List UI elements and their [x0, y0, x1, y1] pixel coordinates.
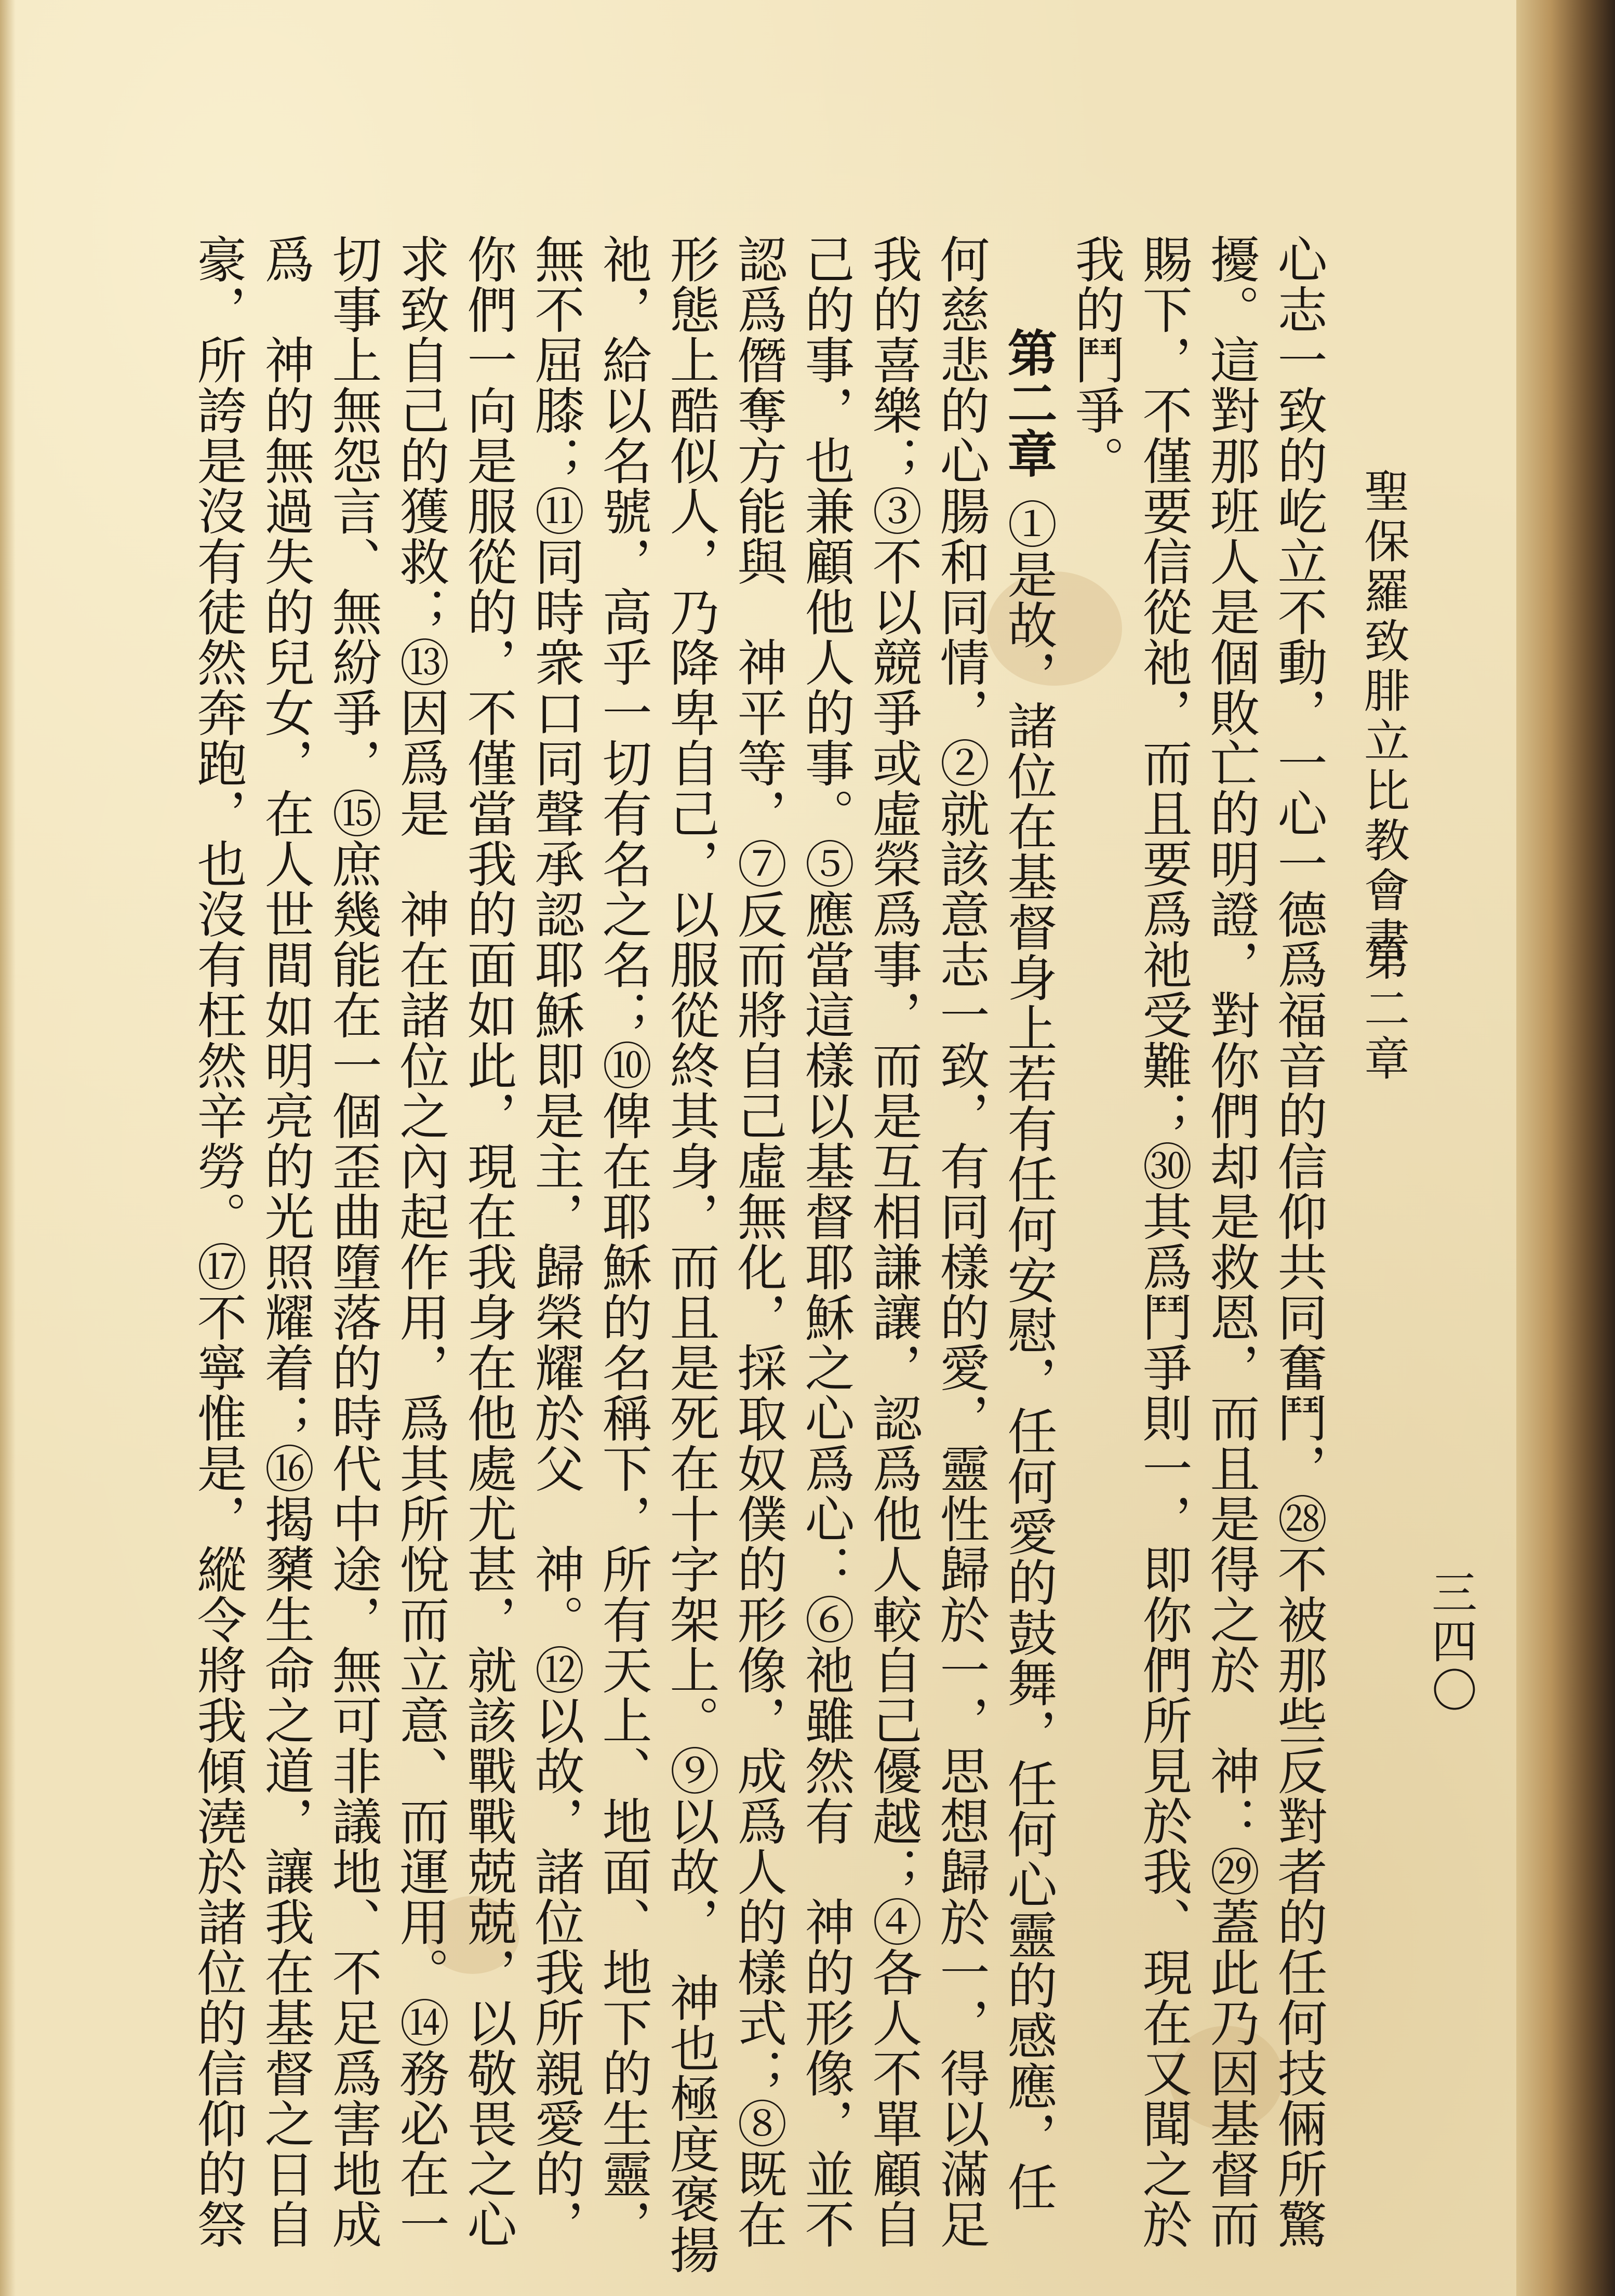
text-column-7: 我的喜樂；③不以競爭或虛榮爲事，而是互相謙讓，認爲他人較自己優越；④各人不單顧自 [864, 234, 923, 2249]
text-column-13: 你們一向是服從的，不僅當我的面如此，現在我身在他處尤甚，就該戰戰兢兢，以敬畏之心 [459, 234, 517, 2249]
running-header-chapter: 第二章 [1357, 935, 1410, 1085]
chapter-heading: 第二章 [999, 327, 1058, 478]
text-column-5: ①是故，諸位在基督身上若有任何安慰，任何愛的鼓舞，任何心靈的感應，任 [999, 499, 1058, 2212]
running-header-title: 聖保羅致腓立比教會書 [1357, 468, 1410, 966]
text-column-9: 認爲僭奪方能與 神平等，⑦反而將自己虛無化，採取奴僕的形像，成爲人的樣式；⑧既在 [729, 234, 788, 2249]
text-column-1: 心志一致的屹立不動，一心一德爲福音的信仰共同奮鬥，㉘不被那些反對者的任何技倆所驚 [1270, 234, 1328, 2249]
text-column-3: 賜下，不僅要信從祂，而且要爲祂受難；㉚其爲鬥爭則一，即你們所見於我、現在又聞之於 [1134, 234, 1193, 2249]
book-spine-shadow [1516, 0, 1615, 2296]
text-column-2: 擾。這對那班人是個敗亡的明證，對你們却是救恩，而且是得之於 神：㉙蓋此乃因基督而 [1202, 234, 1260, 2249]
text-column-14: 求致自己的獲救；⑬因爲是 神在諸位之內起作用，爲其所悅而立意、而運用。⑭務必在一 [392, 234, 450, 2249]
page-left-edge-shadow [0, 0, 16, 2296]
text-column-12: 無不屈膝；⑪同時衆口同聲承認耶穌即是主，歸榮耀於父 神。⑫以故，諸位我所親愛的， [527, 234, 585, 2249]
text-column-10: 形態上酷似人，乃降卑自己，以服從終其身，而且是死在十字架上。⑨以故， 神也極度褒揚 [662, 234, 720, 2275]
text-column-6: 何慈悲的心腸和同情，②就該意志一致，有同樣的愛，靈性歸於一，思想歸於一，得以滿足 [932, 234, 990, 2249]
text-column-11: 祂，給以名號，高乎一切有名之名；⑩俾在耶穌的名稱下，所有天上、地面、地下的生靈， [594, 234, 652, 2249]
page-number: 三四〇 [1424, 1569, 1478, 1715]
text-column-8: 己的事，也兼顧他人的事。⑤應當這樣以基督耶穌之心爲心：⑥祂雖然有 神的形像，並不 [797, 234, 855, 2249]
text-column-4: 我的鬥爭。 [1067, 234, 1125, 486]
text-column-16: 爲 神的無過失的兒女，在人世間如明亮的光照耀着；⑯揭櫫生命之道，讓我在基督之日自 [257, 234, 315, 2249]
text-column-17: 豪，所誇是沒有徒然奔跑，也沒有枉然辛勞。⑰不寧惟是，縱令將我傾澆於諸位的信仰的祭 [189, 234, 247, 2249]
text-column-15: 切事上無怨言、無紛爭，⑮庶幾能在一個歪曲墮落的時代中途，無可非議地、不足爲害地成 [324, 234, 382, 2249]
